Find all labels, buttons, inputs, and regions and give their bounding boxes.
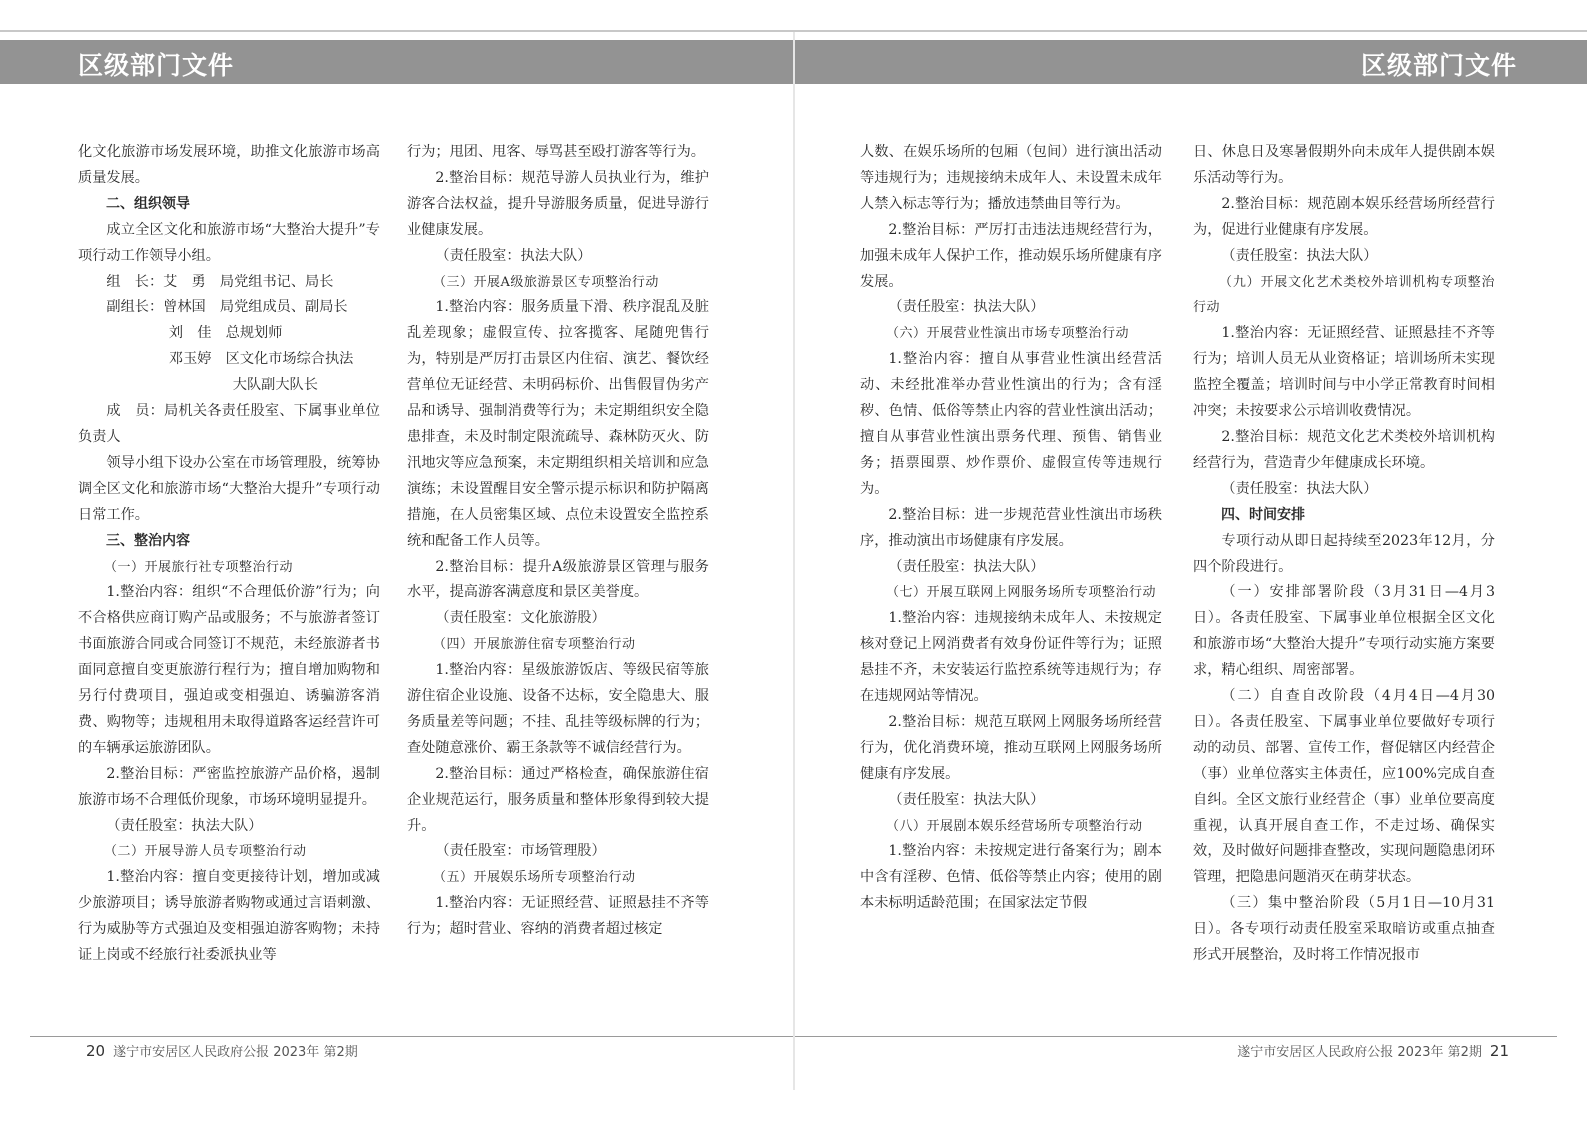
paragraph: 2.整治目标：严厉打击违法违规经营行为，加强未成年人保护工作，推动娱乐场所健康有序发展。 [860, 221, 1162, 290]
header-band-right [795, 40, 1587, 84]
paragraph: 成立全区文化和旅游市场“大整治大提升”专项行动工作领导小组。 [78, 221, 380, 264]
paragraph: 1.整治内容：星级旅游饭店、等级民宿等旅游住宿企业设施、设备不达标，安全隐患大、服务质量差等问题；不挂、乱挂等级标牌的行为；查处随意涨价、霸王条款等不诚信经营行为。 [407, 662, 709, 756]
paragraph: （责任股室：执法大队） [435, 247, 592, 264]
member-line: 大队副大队长 [232, 377, 318, 394]
paragraph: 1.整治内容：服务质量下滑、秩序混乱及脏乱差现象；虚假宣传、拉客揽客、尾随兜售行为，特别是严厉打击景区内住宿、演艺、餐饮经营单位无证经营、未明码标价、出售假冒伪劣产品和诱导、强制消费等行为；未定期组织安全隐患排查，未及时制定限流疏导、森林防灭火、防汛地灾等应急预案，未定期组织相关培训和应急演练；未设置醒目安全警示提示标识和防护隔离措施，在人员密集区域、点位未设置安全监控系统和配备工作人员等。 [407, 299, 709, 549]
text-column-3 [860, 140, 1162, 1030]
subsection-heading: （五）开展娱乐场所专项整治行动 [433, 870, 636, 886]
continued-paragraph: 日、休息日及寒暑假期外向未成年人提供剧本娱乐活动等行为。 [1193, 144, 1495, 186]
paragraph: （一）安排部署阶段（3月31日—4月3日）。各责任股室、下属事业单位根据全区文化和旅游市场“大整治大提升”专项行动实施方案要求，精心组织、周密部署。 [1193, 584, 1495, 679]
paragraph: （责任股室：市场管理股） [435, 843, 606, 860]
subsection-heading: （九）开展文化艺术类校外培训机构专项整治行动 [1193, 274, 1495, 316]
paragraph: 1.整治内容：擅自从事营业性演出经营活动、未经批准举办营业性演出的行为；含有淫秽、色情、低俗等禁止内容的营业性演出活动；擅自从事营业性演出票务代理、预售、销售业务；捂票囤票、炒作票价、虚假宣传等违规行为。 [860, 351, 1162, 497]
member-line: 邓玉婷 区文化市场综合执法 [168, 351, 354, 368]
publication-name-left: 遂宁市安居区人民政府公报 2023年 第2期 [113, 1045, 358, 1060]
paragraph: （责任股室：执法大队） [888, 558, 1045, 575]
paragraph: 2.整治目标：进一步规范营业性演出市场秩序，推动演出市场健康有序发展。 [860, 506, 1162, 549]
subsection-heading: （四）开展旅游住宿专项整治行动 [433, 637, 636, 653]
paragraph: 1.整治内容：未按规定进行备案行为；剧本中含有淫秽、色情、低俗等禁止内容；使用的剧本未标明适龄范围；在国家法定节假 [860, 843, 1162, 912]
paragraph: （二）自查自改阶段（4月4日—4月30日）。各责任股室、下属事业单位要做好专项行动的动员、部署、宣传工作，督促辖区内经营企（事）业单位落实主体责任，应100%完成自查自纠。全区文旅行业经营企（事）业单位要高度重视，认真开展自查工作，不走过场、确保实效，及时做好问题排查整改，实现问题隐患闭环管理，把隐患问题消灭在萌芽状态。 [1193, 688, 1495, 886]
paragraph: （责任股室：执法大队） [1221, 247, 1378, 264]
paragraph: （三）集中整治阶段（5月1日—10月31日）。各专项行动责任股室采取暗访或重点抽查形式开展整治，及时将工作情况报市 [1193, 895, 1495, 964]
paragraph: 1.整治内容：擅自变更接待计划，增加或减少旅游项目；诱导旅游者购物或通过言语刺激、行为威胁等方式强迫及变相强迫游客购物；未持证上岗或不经旅行社委派执业等 [78, 869, 380, 964]
section-title-left: 区级部门文件 [78, 51, 235, 80]
subsection-heading: （六）开展营业性演出市场专项整治行动 [886, 326, 1130, 342]
paragraph: 1.整治内容：组织“不合理低价游”行为；向不合格供应商订购产品或服务；不与旅游者签订书面旅游合同或合同签订不规范，未经旅游者书面同意擅自变更旅游行程行为；擅自增加购物和另行付费项目，强迫或变相强迫、诱骗游客消费、购物等；违规租用未取得道路客运经营许可的车辆承运旅游团队。 [78, 584, 380, 756]
paragraph: 2.整治目标：严密监控旅游产品价格，遏制旅游市场不合理低价现象，市场环境明显提升。 [78, 765, 380, 808]
member-line: 副组长：曾林国 局党组成员、副局长 [106, 299, 348, 316]
page-number-right: 21 [1489, 1042, 1509, 1060]
continued-paragraph: 人数、在娱乐场所的包厢（包间）进行演出活动等违规行为；违规接纳未成年人、未设置未成年人禁入标志等行为；播放违禁曲目等行为。 [860, 144, 1162, 212]
paragraph: 1.整治内容：违规接纳未成年人、未按规定核对登记上网消费者有效身份证件等行为；证照悬挂不齐，未安装运行监控系统等违规行为；存在违规网站等情况。 [860, 610, 1162, 705]
section-heading: 二、组织领导 [106, 195, 190, 212]
page-number-left: 20 [86, 1042, 106, 1060]
paragraph: 2.整治目标：规范文化艺术类校外培训机构经营行为，营造青少年健康成长环境。 [1193, 428, 1495, 471]
footer-rule-left [30, 1036, 793, 1037]
text-column-4 [1193, 140, 1495, 1030]
paragraph: 1.整治内容：无证照经营、证照悬挂不齐等行为；培训人员无从业资格证；培训场所未实现监控全覆盖；培训时间与中小学正常教育时间相冲突；未按要求公示培训收费情况。 [1193, 325, 1495, 420]
paragraph: 成 员：局机关各责任股室、下属事业单位负责人 [78, 403, 380, 445]
subsection-heading: （一）开展旅行社专项整治行动 [104, 559, 294, 575]
member-line: 刘 佳 总规划师 [168, 325, 283, 342]
continued-paragraph: 化文化旅游市场发展环境，助推文化旅游市场高质量发展。 [78, 144, 380, 186]
paragraph: 2.整治目标：规范剧本娱乐经营场所经营行为，促进行业健康有序发展。 [1193, 195, 1495, 238]
publication-name-right: 遂宁市安居区人民政府公报 2023年 第2期 [1237, 1045, 1482, 1060]
paragraph: 1.整治内容：无证照经营、证照悬挂不齐等行为；超时营业、容纳的消费者超过核定 [407, 895, 709, 938]
paragraph: （责任股室：执法大队） [888, 299, 1045, 316]
text-column-1 [78, 140, 380, 1030]
header-band-left [0, 40, 793, 84]
section-heading: 四、时间安排 [1221, 506, 1305, 523]
footer-rule-right [795, 1036, 1557, 1037]
subsection-heading: （二）开展导游人员专项整治行动 [104, 844, 307, 860]
paragraph: （责任股室：文化旅游股） [435, 610, 606, 627]
text-column-2 [407, 140, 709, 1030]
paragraph: 2.整治目标：提升A级旅游景区管理与服务水平，提高游客满意度和景区美誉度。 [407, 558, 709, 601]
continued-paragraph: 行为；甩团、甩客、辱骂甚至殴打游客等行为。 [407, 144, 705, 160]
paragraph: 2.整治目标：规范导游人员执业行为，维护游客合法权益，提升导游服务质量，促进导游行业健康发展。 [407, 169, 709, 238]
subsection-heading: （三）开展A级旅游景区专项整治行动 [433, 274, 659, 290]
subsection-heading: （七）开展互联网上网服务场所专项整治行动 [886, 585, 1157, 601]
paragraph: 2.整治目标：规范互联网上网服务场所经营行为，优化消费环境，推动互联网上网服务场所健康有序发展。 [860, 713, 1162, 782]
page-gutter [793, 32, 795, 1090]
paragraph: （责任股室：执法大队） [888, 791, 1045, 808]
footer-right [1237, 1041, 1517, 1060]
subsection-heading: （八）开展剧本娱乐经营场所专项整治行动 [886, 818, 1143, 834]
section-title-right: 区级部门文件 [1360, 51, 1517, 80]
paragraph: （责任股室：执法大队） [106, 817, 263, 834]
paragraph: 2.整治目标：通过严格检查，确保旅游住宿企业规范运行，服务质量和整体形象得到较大提升。 [407, 765, 709, 834]
section-heading: 三、整治内容 [106, 532, 190, 549]
paragraph: （责任股室：执法大队） [1221, 480, 1378, 497]
footer-left [78, 1041, 358, 1060]
paragraph: 领导小组下设办公室在市场管理股，统筹协调全区文化和旅游市场“大整治大提升”专项行动日常工作。 [78, 454, 380, 523]
paragraph: 专项行动从即日起持续至2023年12月，分四个阶段进行。 [1193, 532, 1495, 575]
member-line: 组 长：艾 勇 局党组书记、局长 [106, 273, 334, 290]
